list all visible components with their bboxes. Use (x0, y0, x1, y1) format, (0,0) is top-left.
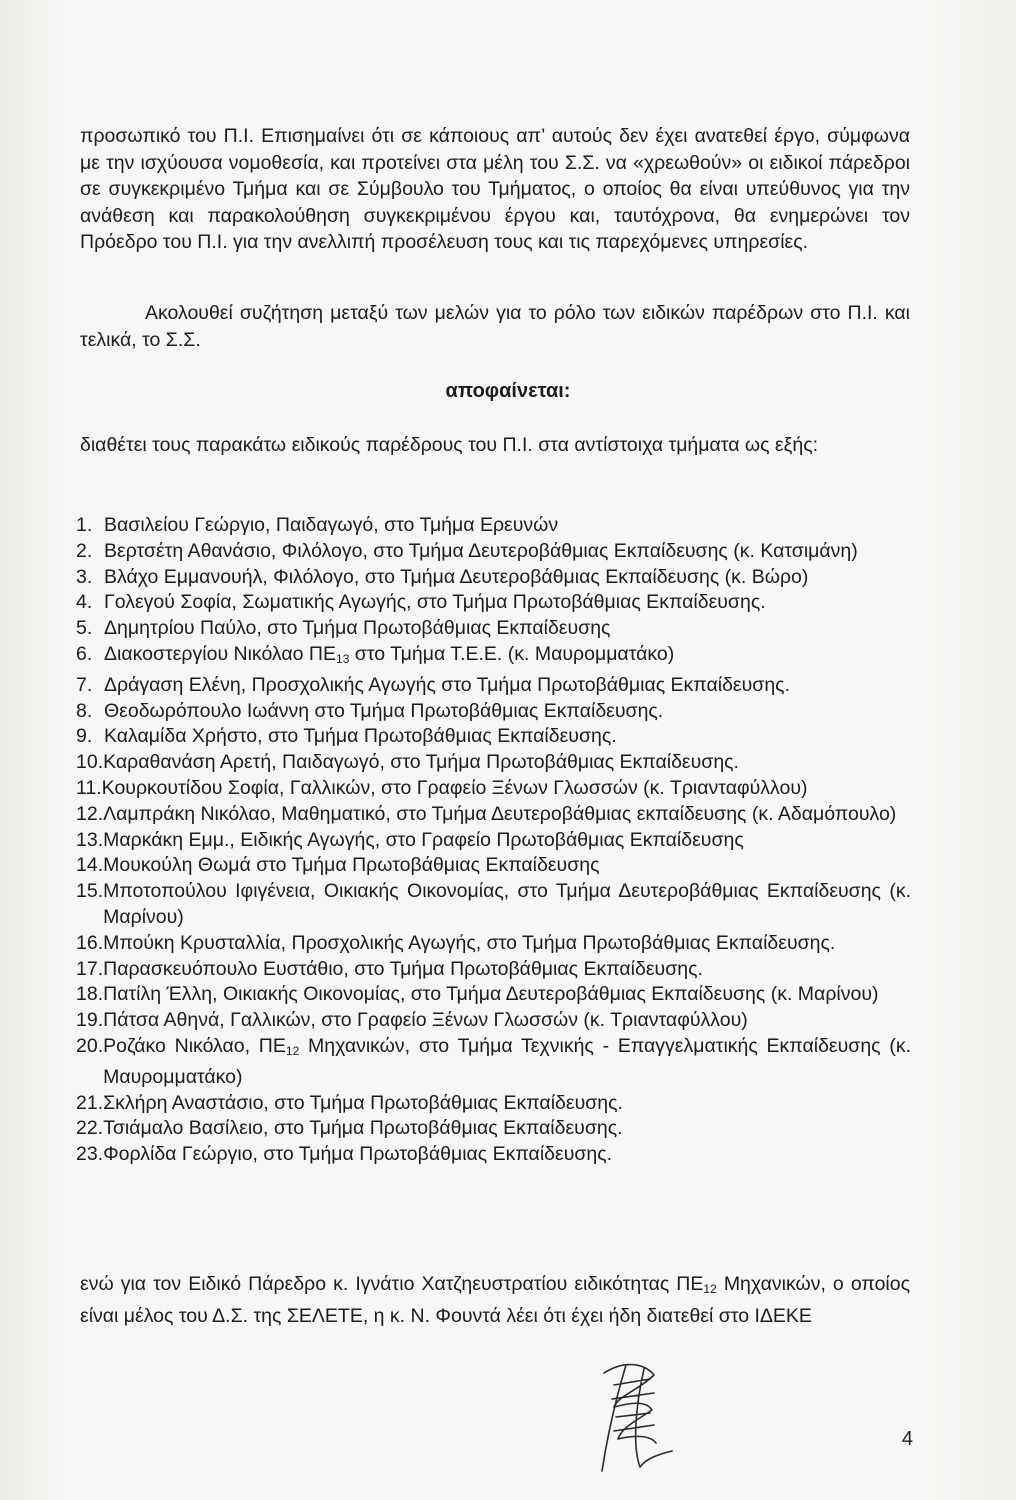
list-item (76, 673, 911, 699)
list-item-text: Μουκούλη Θωμά στο Τμήμα Πρωτοβάθμιας Εκπαίδευσης (103, 854, 600, 877)
list-item-number: 22. (76, 1117, 104, 1140)
list-item (76, 539, 911, 565)
list-item (76, 828, 911, 854)
list-item-text: Πάτσα Αθηνά, Γαλλικών, στο Γραφείο Ξένων Γλωσσών (κ. Τριανταφύλλου) (103, 1009, 748, 1032)
list-item-number: 23. (76, 1143, 104, 1166)
list-item-text: Δημητρίου Παύλο, στο Τμήμα Πρωτοβάθμιας Εκπαίδευσης (104, 617, 611, 640)
list-item (76, 565, 911, 591)
list-item-text: Καλαμίδα Χρήστο, στο Τμήμα Πρωτοβάθμιας Εκπαίδευσης. (104, 725, 617, 748)
list-item-number: 5. (76, 617, 93, 640)
list-item-number: 6. (76, 642, 93, 665)
assignment-list (76, 513, 911, 1168)
list-item (76, 1008, 911, 1034)
list-item-number: 11. (76, 776, 102, 799)
list-item-text: Κουρκουτίδου Σοφία, Γαλλικών, στο Γραφείο Ξένων Γλωσσών (κ. Τριανταφύλλου) (101, 776, 808, 799)
list-item-text: Σκλήρη Αναστάσιο, στο Τμήμα Πρωτοβάθμιας Εκπαίδευσης. (103, 1091, 623, 1114)
list-item-text: Διακοστεργίου Νικόλαο $\Pi E_{13}$ στο Τμήμα Τ.Ε.Ε. (κ. Μαυρομματάκο) (104, 642, 675, 666)
list-item-number: 13. (76, 828, 104, 851)
list-item-text: Μπούκη Κρυσταλλία, Προσχολικής Αγωγής, στο Τμήμα Πρωτοβάθμιας Εκπαίδευσης. (103, 931, 836, 954)
list-item-number: 9. (76, 725, 93, 748)
list-item (76, 590, 911, 616)
list-item-number: 4. (76, 591, 93, 614)
list-item (76, 750, 911, 776)
list-item-text: Τσιάμαλο Βασίλειο, στο Τμήμα Πρωτοβάθμιας Εκπαίδευσης. (103, 1117, 623, 1140)
list-item (76, 724, 911, 750)
list-item (76, 616, 911, 642)
list-item-text: Παρασκευόπουλο Ευστάθιο, στο Τμήμα Πρωτοβάθμιας Εκπαίδευσης. (103, 957, 703, 980)
list-item-number: 17. (76, 957, 104, 980)
list-item (76, 776, 911, 802)
list-item (76, 802, 911, 828)
list-item (76, 879, 911, 931)
list-item-number: 2. (76, 539, 93, 562)
list-item-text: Βερτσέτη Αθανάσιο, Φιλόλογο, στο Τμήμα Δευτεροβάθμιας Εκπαίδευσης (κ. Κατσιμάνη) (104, 539, 858, 562)
decision-heading: αποφαίνεται: (445, 380, 571, 402)
list-item-number: 16. (76, 931, 104, 954)
list-item-number: 20. (76, 1034, 104, 1057)
list-item (76, 1034, 911, 1091)
paragraph-closing: ενώ για τον Ειδικό Πάρεδρο κ. Ιγνάτιο Χατζηευστρατίου ειδικότητας $\Pi E_{12}$ Μηχανικών, ο οποίος είναι μέλος του Δ.Σ. της ΣΕΛΕΤΕ, η κ. Ν. Φουντά λέει ότι έχει ήδη διατεθεί στο ΙΔΕΚΕ (80, 1273, 910, 1327)
list-item-text: Λαμπράκη Νικόλαο, Μαθηματικό, στο Τμήμα Δευτεροβάθμιας εκπαίδευσης (κ. Αδαμόπουλο) (103, 802, 897, 825)
list-item (76, 853, 911, 879)
list-item-text: Ροζάκο Νικόλαο, $\Pi E_{12}$ Μηχανικών, στο Τμήμα Τεχνικής - Επαγγελματικής Εκπαίδευσης (κ. Μαυρομματάκο) (103, 1034, 911, 1088)
list-item (76, 513, 911, 539)
list-item-number: 12. (76, 802, 104, 825)
list-item (76, 699, 911, 725)
list-item-number: 14. (76, 854, 104, 877)
list-item-text: Πατίλη Έλλη, Οικιακής Οικονομίας, στο Τμήμα Δευτεροβάθμιας Εκπαίδευσης (κ. Μαρίνου) (103, 983, 879, 1006)
list-item-text: Βασιλείου Γεώργιο, Παιδαγωγό, στο Τμήμα Ερευνών (104, 514, 559, 536)
list-item-number: 10. (76, 751, 104, 774)
list-item-number: 18. (76, 983, 104, 1006)
paragraph-intro: προσωπικό του Π.Ι. Επισημαίνει ότι σε κάποιους απ’ αυτούς δεν έχει ανατεθεί έργο, σύμφωνα με την ισχύουσα νομοθεσία, και προτείνει στα μέλη του Σ.Σ. να «χρεωθούν» οι ειδικοί πάρεδροι σε συγκεκριμένο Τμήμα και σε Σύμβουλο του Τμήματος, ο οποίος θα είναι υπεύθυνος για την ανάθεση και παρακολούθηση συγκεκριμένου έργου και, ταυτόχρονα, θα ενημερώνει τον Πρόεδρο του Π.Ι. για την ανελλιπή προσέλευση τους και τις παρεχόμενες υπηρεσίες. (80, 125, 910, 253)
list-item-number: 7. (76, 673, 93, 696)
list-item (76, 982, 911, 1008)
list-item-text: Βλάχο Εμμανουήλ, Φιλόλογο, στο Τμήμα Δευτεροβάθμιας Εκπαίδευσης (κ. Βώρο) (104, 565, 809, 588)
list-item (76, 1142, 911, 1168)
list-item (76, 957, 911, 983)
list-item-number: 8. (76, 699, 93, 722)
signature (584, 1355, 684, 1475)
list-item (76, 1116, 911, 1142)
list-item (76, 931, 911, 957)
list-item-number: 21. (76, 1091, 104, 1114)
list-item-number: 3. (76, 565, 93, 588)
list-item-text: Φορλίδα Γεώργιο, στο Τμήμα Πρωτοβάθμιας Εκπαίδευσης. (103, 1143, 613, 1166)
list-item-text: Γολεγού Σοφία, Σωματικής Αγωγής, στο Τμήμα Πρωτοβάθμιας Εκπαίδευσης. (104, 591, 766, 614)
list-item-text: Θεοδωρόπουλο Ιωάννη στο Τμήμα Πρωτοβάθμιας Εκπαίδευσης. (104, 699, 664, 722)
list-item-text: Μποτοπούλου Ιφιγένεια, Οικιακής Οικονομίας, στο Τμήμα Δευτεροβάθμιας Εκπαίδευσης (κ. Μαρίνου) (103, 880, 911, 928)
list-item-number: 19. (76, 1009, 104, 1032)
list-item (76, 642, 911, 673)
list-item-text: Δράγαση Ελένη, Προσχολικής Αγωγής στο Τμήμα Πρωτοβάθμιας Εκπαίδευσης. (104, 673, 790, 696)
paragraph-assignment: διαθέτει τους παρακάτω ειδικούς παρέδρους του Π.Ι. στα αντίστοιχα τμήματα ως εξής: (80, 434, 819, 456)
list-item (76, 1091, 911, 1117)
list-item-number: 1. (76, 514, 93, 536)
list-item-text: Μαρκάκη Εμμ., Ειδικής Αγωγής, στο Γραφείο Πρωτοβάθμιας Εκπαίδευσης (103, 828, 744, 851)
list-item-text: Καραθανάση Αρετή, Παιδαγωγό, στο Τμήμα Πρωτοβάθμιας Εκπαίδευσης. (103, 751, 739, 774)
page-number: 4 (901, 1428, 913, 1450)
list-item-number: 15. (76, 880, 104, 903)
paragraph-discussion: Ακολουθεί συζήτηση μεταξύ των μελών για το ρόλο των ειδικών παρέδρων στο Π.Ι. και τελικά, το Σ.Σ. (80, 302, 910, 351)
